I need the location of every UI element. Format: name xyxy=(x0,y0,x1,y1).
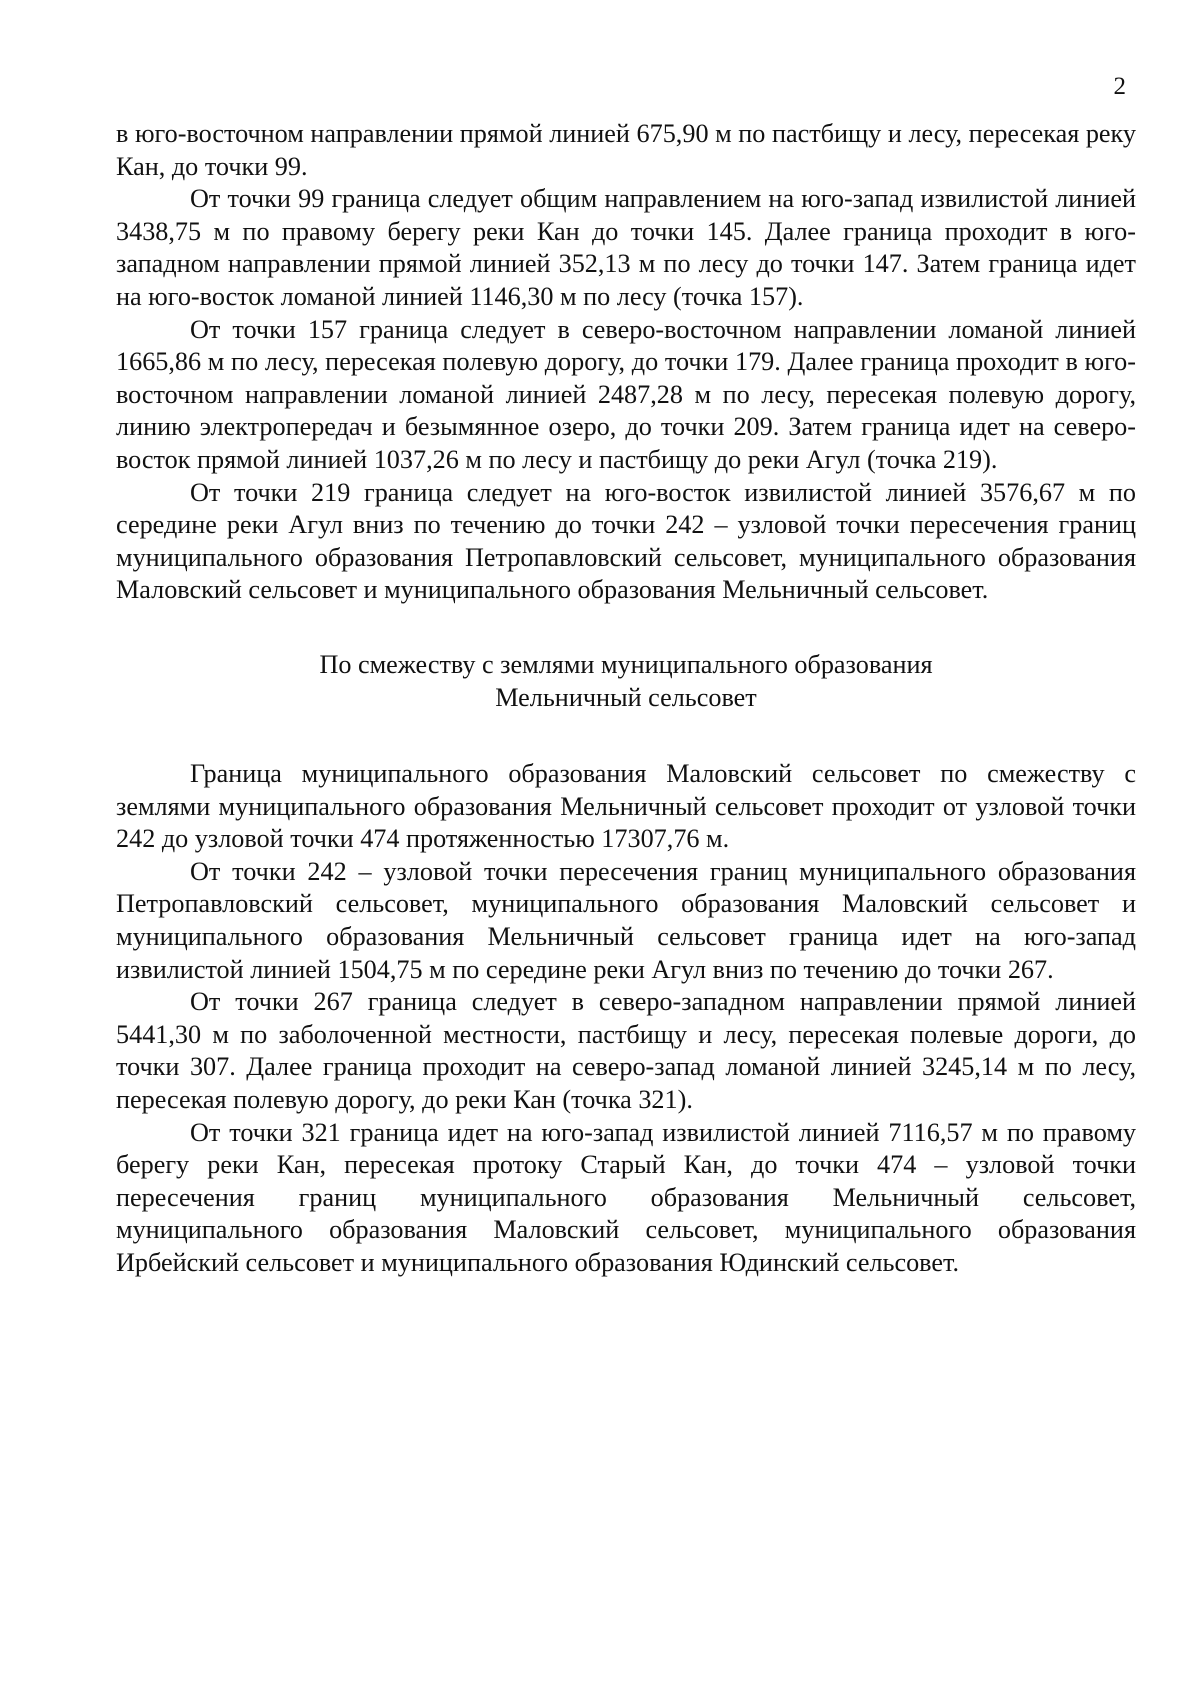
page-number: 2 xyxy=(1113,73,1126,100)
paragraph: От точки 242 – узловой точки пересечения границ муниципального образования Петропавловский сельсовет, муниципального образования Маловский сельсовет и муниципального образования Мельничный сельсовет граница идет на юго-запад извилистой линией 1504,75 м по середине реки Агул вниз по течению до точки 267. xyxy=(116,856,1136,984)
paragraph: От точки 157 граница следует в северо-восточном направлении ломаной линией 1665,86 м по лесу, пересекая полевую дорогу, до точки 179. Далее граница проходит в юго-восточном направлении ломаной линией 2487,28 м по лесу, пересекая полевую дорогу, линию электропередач и безымянное озеро, до точки 209. Затем граница идет на северо-восток прямой линией 1037,26 м по лесу и пастбищу до реки Агул (точка 219). xyxy=(116,314,1136,474)
section-heading-line: Мельничный сельсовет xyxy=(495,682,757,712)
document-body xyxy=(116,118,1136,1280)
section-heading xyxy=(116,649,1136,714)
section-heading-line: По смежеству с землями муниципального образования xyxy=(319,649,933,679)
paragraph: От точки 219 граница следует на юго-восток извилистой линией 3576,67 м по середине реки Агул вниз по течению до точки 242 – узловой точки пересечения границ муниципального образования Петропавловский сельсовет, муниципального образования Маловский сельсовет и муниципального образования Мельничный сельсовет. xyxy=(116,477,1136,605)
paragraph-continuation: в юго-восточном направлении прямой линией 675,90 м по пастбищу и лесу, пересекая реку Кан, до точки 99. xyxy=(116,119,1136,181)
paragraph: Граница муниципального образования Маловский сельсовет по смежеству с землями муниципального образования Мельничный сельсовет проходит от узловой точки 242 до узловой точки 474 протяженностью 17307,76 м. xyxy=(116,759,1136,854)
paragraph: От точки 99 граница следует общим направлением на юго-запад извилистой линией 3438,75 м по правому берегу реки Кан до точки 145. Далее граница проходит в юго-западном направлении прямой линией 352,13 м по лесу до точки 147. Затем граница идет на юго-восток ломаной линией 1146,30 м по лесу (точка 157). xyxy=(116,184,1136,311)
paragraph: От точки 267 граница следует в северо-западном направлении прямой линией 5441,30 м по заболоченной местности, пастбищу и лесу, пересекая полевые дороги, до точки 307. Далее граница проходит на северо-запад ломаной линией 3245,14 м по лесу, пересекая полевую дорогу, до реки Кан (точка 321). xyxy=(116,987,1136,1115)
paragraph: От точки 321 граница идет на юго-запад извилистой линией 7116,57 м по правому берегу реки Кан, пересекая протоку Старый Кан, до точки 474 – узловой точки пересечения границ муниципального образования Мельничный сельсовет, муниципального образования Маловский сельсовет, муниципального образования Ирбейский сельсовет и муниципального образования Юдинский сельсовет. xyxy=(116,1117,1136,1277)
